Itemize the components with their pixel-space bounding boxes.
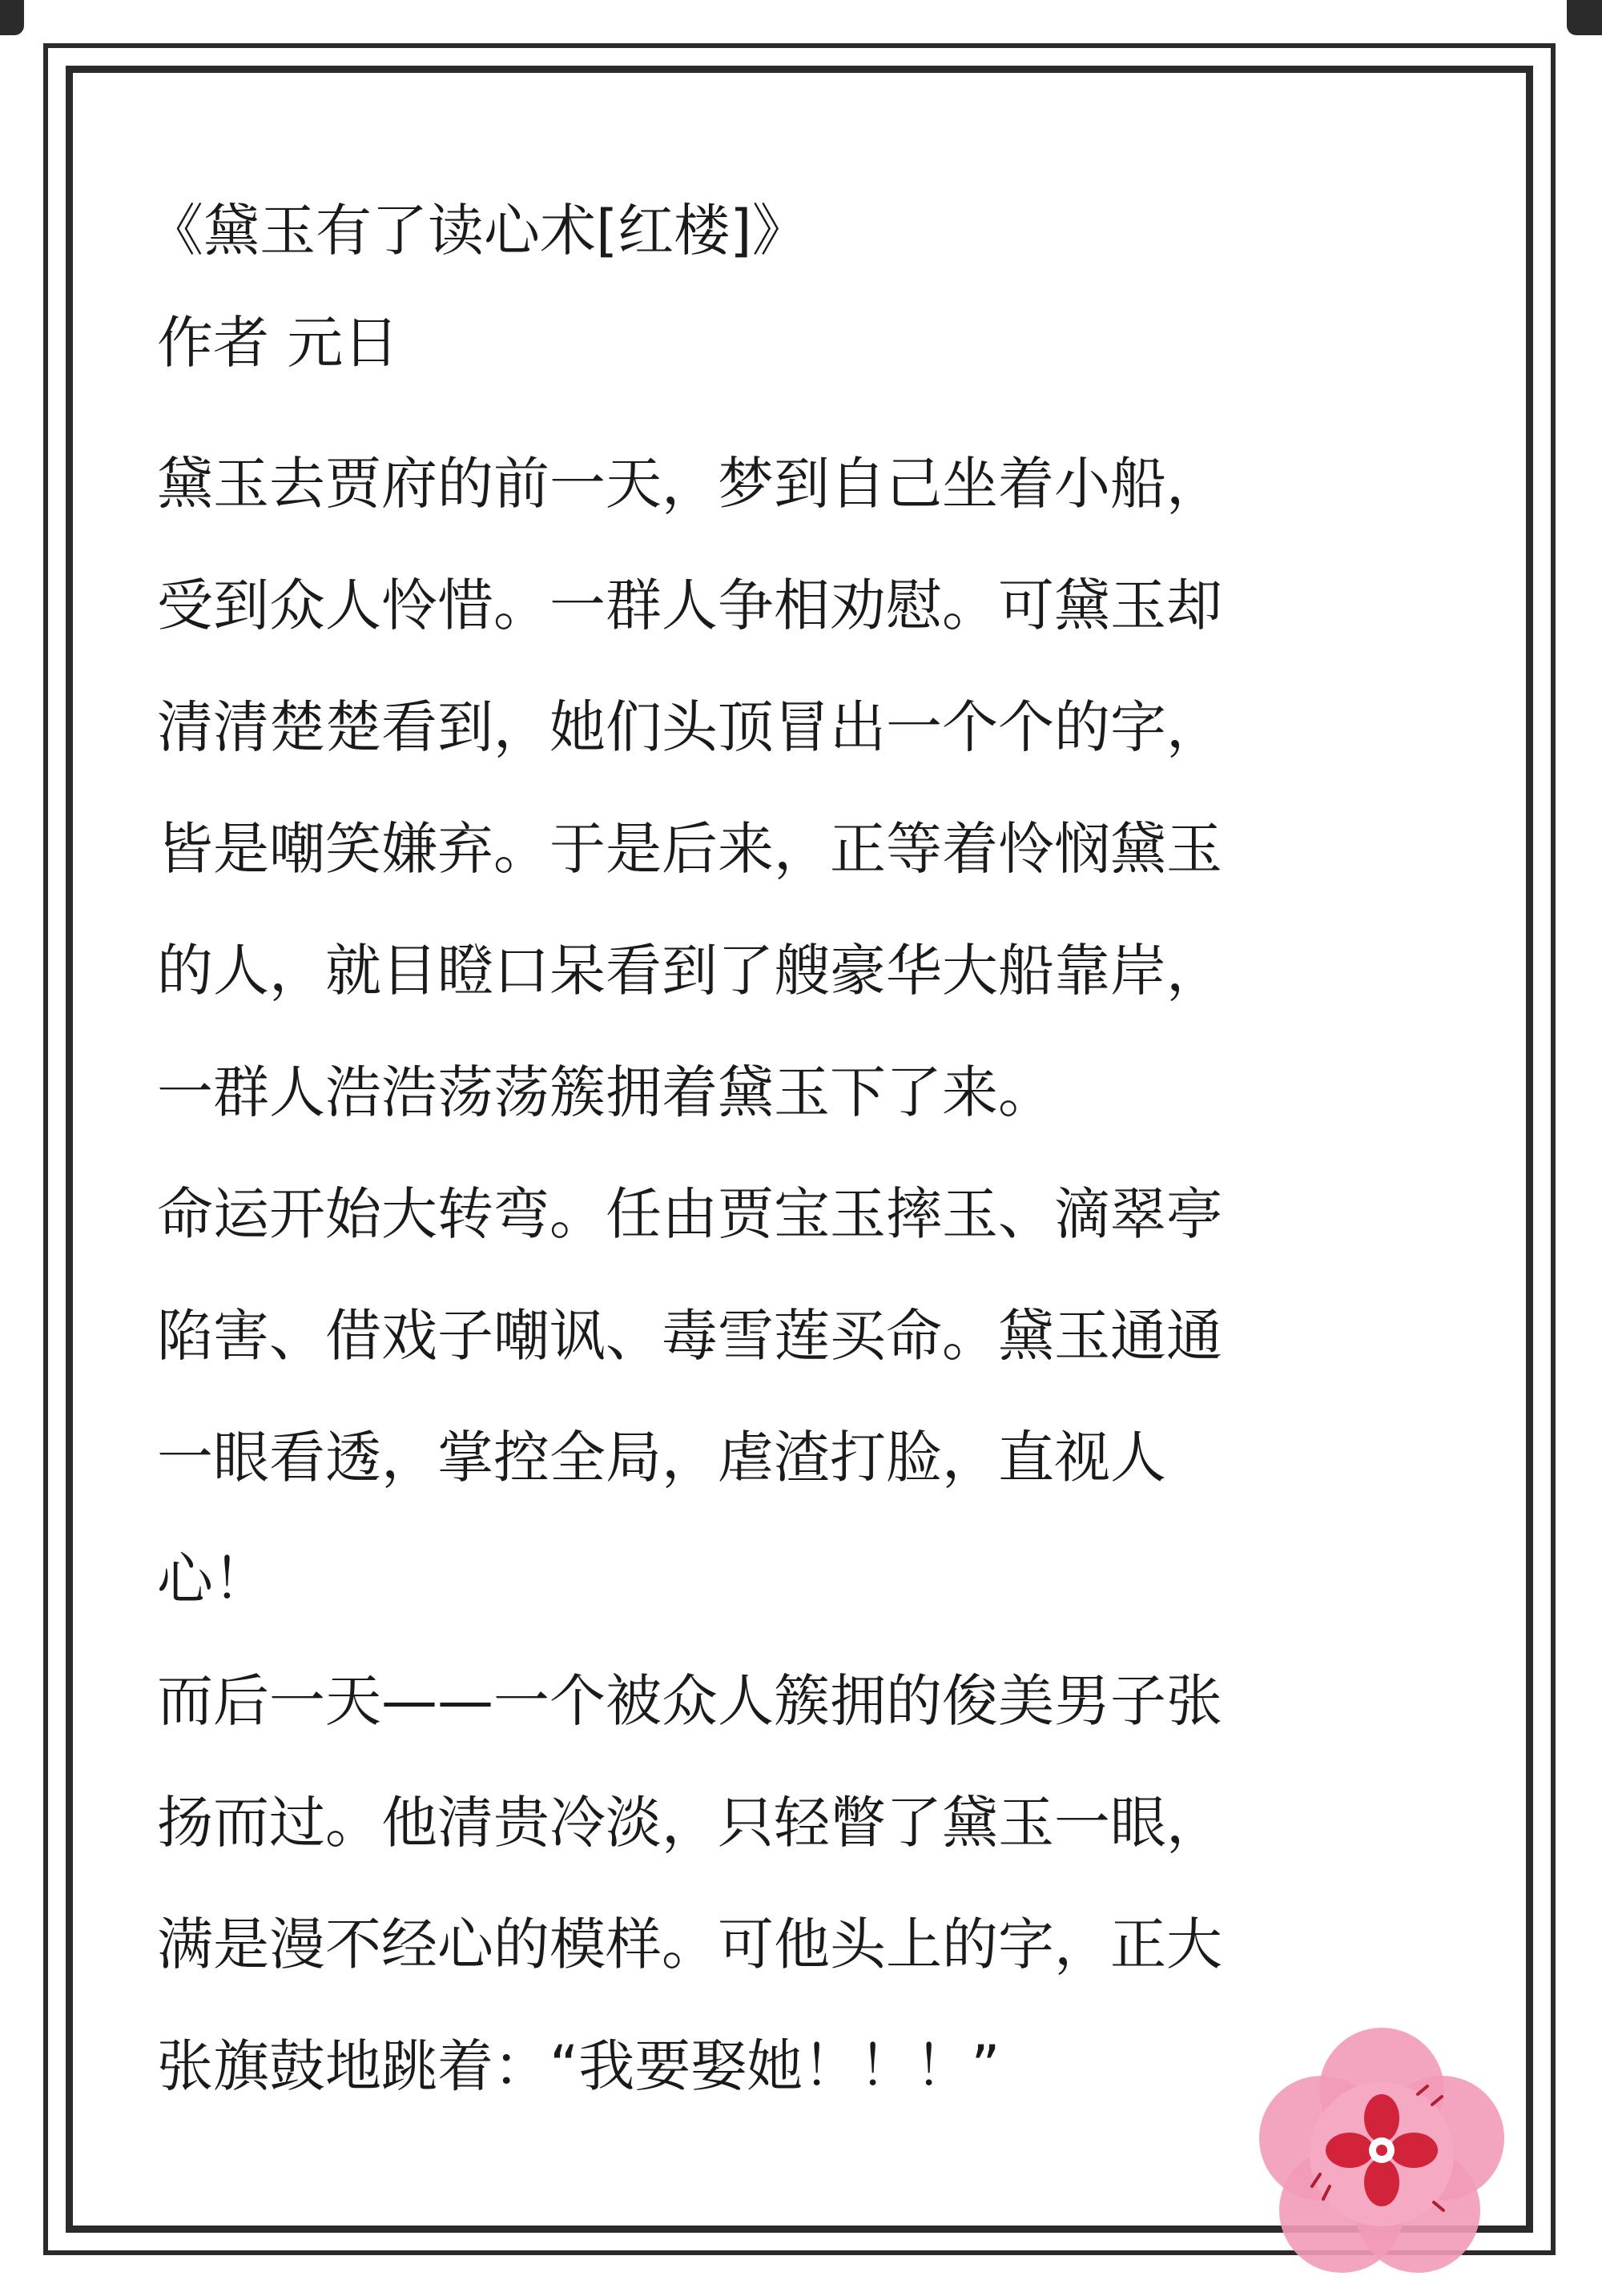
paragraph-1: [157, 423, 1439, 1153]
book-title: 《黛玉有了读心术[红楼]》: [147, 198, 808, 263]
text-line: 清清楚楚看到，她们头顶冒出一个个的字，: [157, 694, 1222, 760]
text-line: 张旗鼓地跳着：“我要娶她！！！”: [157, 2033, 1000, 2099]
paragraph-2: [157, 1153, 1439, 1640]
author-line: 作者 元日: [157, 310, 400, 376]
text-line: 扬而过。他清贵冷淡，只轻瞥了黛玉一眼，: [157, 1790, 1222, 1856]
text-line: 的人，就目瞪口呆看到了艘豪华大船靠岸，: [157, 938, 1222, 1003]
text-line: 心！: [157, 1546, 269, 1612]
flower-sticker-icon: [1250, 2018, 1514, 2282]
text-content: [147, 191, 1439, 2127]
text-line: 一群人浩浩荡荡簇拥着黛玉下了来。: [157, 1060, 1054, 1125]
text-line: 命运开始大转弯。任由贾宝玉摔玉、滴翠亭: [157, 1181, 1222, 1247]
left-edge-mark: [0, 0, 24, 35]
text-line: 一眼看透，掌控全局，虐渣打脸，直视人: [157, 1425, 1166, 1490]
text-line: 陷害、借戏子嘲讽、毒雪莲买命。黛玉通通: [157, 1303, 1222, 1369]
text-line: 受到众人怜惜。一群人争相劝慰。可黛玉却: [157, 573, 1222, 638]
text-line: 满是漫不经心的模样。可他头上的字，正大: [157, 1912, 1222, 1977]
text-line: 而后一天——一个被众人簇拥的俊美男子张: [157, 1668, 1222, 1734]
paragraph-3: [157, 1640, 1439, 2127]
right-edge-mark: [1567, 0, 1602, 35]
text-line: 黛玉去贾府的前一天，梦到自己坐着小船，: [157, 451, 1222, 517]
text-line: 皆是嘲笑嫌弃。于是后来，正等着怜悯黛玉: [157, 816, 1222, 882]
